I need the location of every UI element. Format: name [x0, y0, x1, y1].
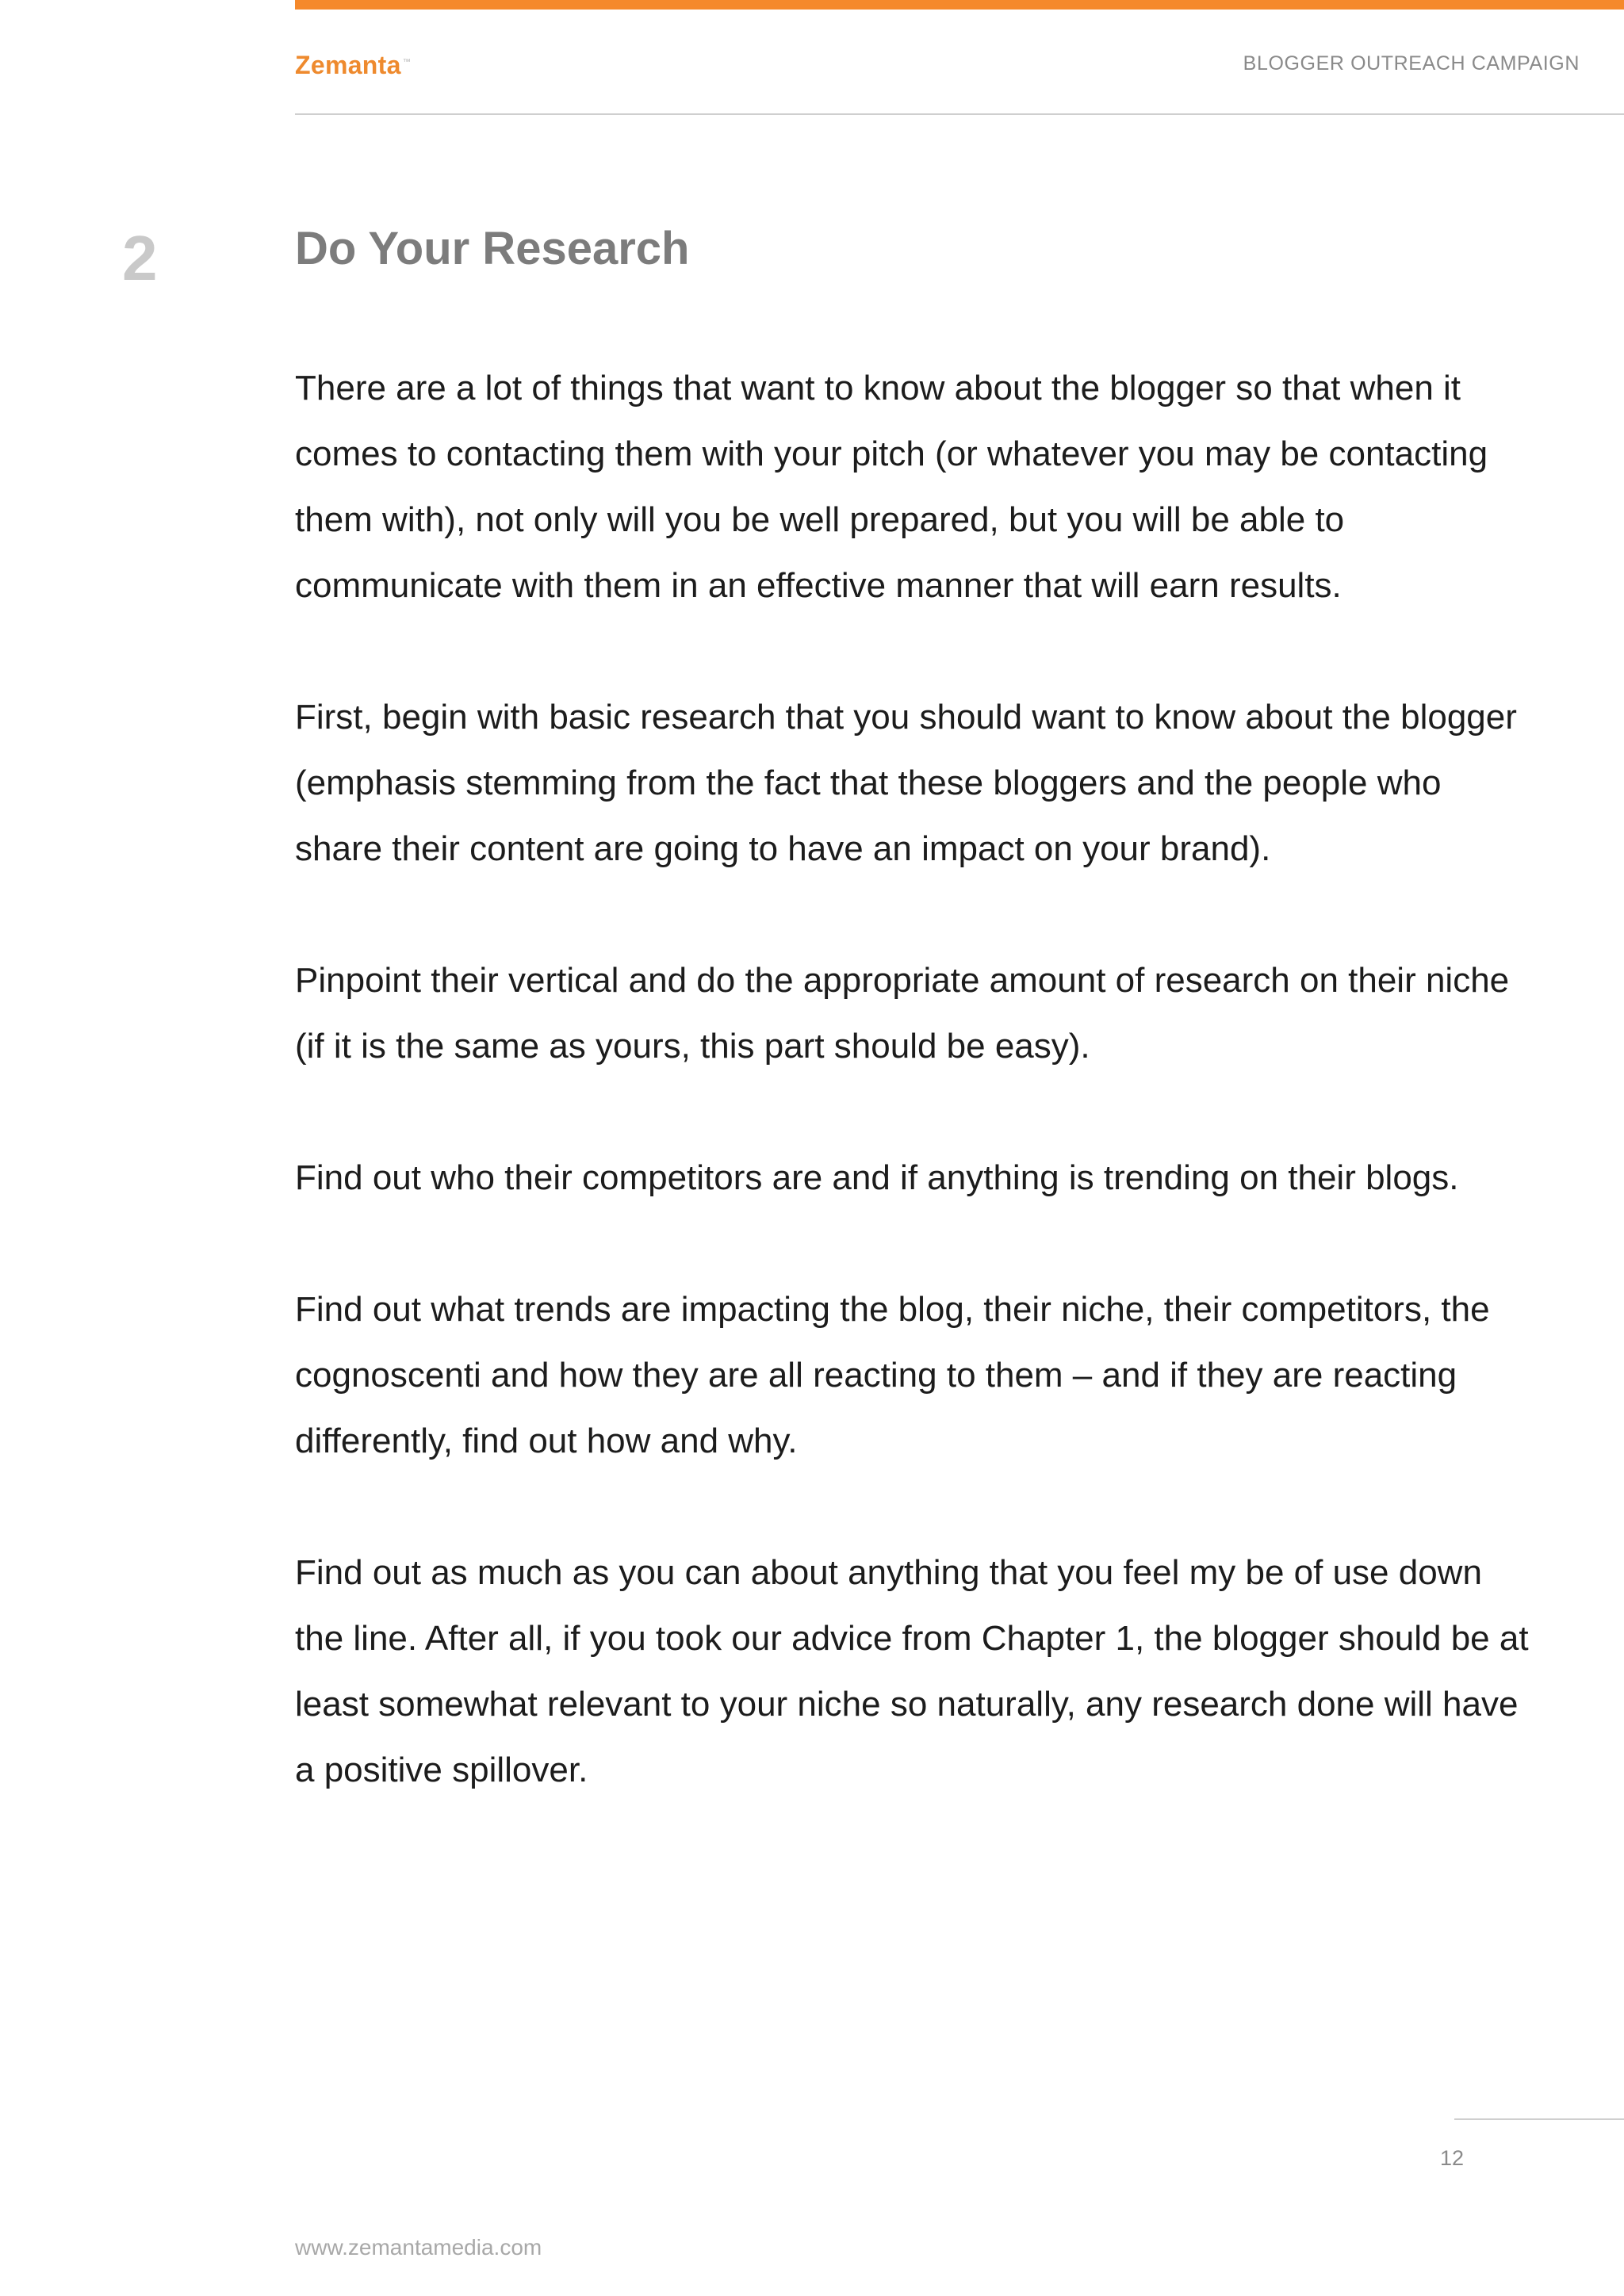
brand-trademark: ™ [402, 58, 412, 67]
paragraph: First, begin with basic research that you should want to know about the blogger (emphasis stemming from the fact that these bloggers and the people who share their content are going to have an impact on your brand). [295, 698, 1517, 868]
document-title: BLOGGER OUTREACH CAMPAIGN [1243, 52, 1580, 75]
paragraph: Find out as much as you can about anything that you feel my be of use down the line. After all, if you took our advice from Chapter 1, the blogger should be at least somewhat relevant to your niche so naturally, any research done will have a positive spillover. [295, 1553, 1529, 1789]
footer-divider [1454, 2118, 1624, 2120]
paragraph: Find out what trends are impacting the blog, their niche, their competitors, the cognoscenti and how they are all reacting to them – and if they are reacting differently, find out how and why. [295, 1290, 1490, 1460]
section-title: Do Your Research [295, 223, 690, 274]
paragraph: Find out who their competitors are and if anything is trending on their blogs. [295, 1158, 1459, 1197]
footer-website: www.zemantamedia.com [295, 2235, 542, 2260]
header-divider [295, 113, 1624, 115]
chapter-number: 2 [122, 223, 158, 293]
paragraph: There are a lot of things that want to know about the blogger so that when it comes to contacting them with your pitch (or whatever you may be contacting them with), not only will you be well prepared, but you will be able to communicate with them in an effective manner that will earn results. [295, 369, 1488, 605]
paragraph: Pinpoint their vertical and do the appropriate amount of research on their niche (if it is the same as yours, this part should be easy). [295, 961, 1510, 1066]
page-number: 12 [1440, 2146, 1465, 2170]
brand-logo [295, 51, 411, 80]
brand-name: Zemanta [295, 51, 401, 79]
top-accent-bar [295, 0, 1624, 10]
body-content [295, 355, 1532, 1869]
